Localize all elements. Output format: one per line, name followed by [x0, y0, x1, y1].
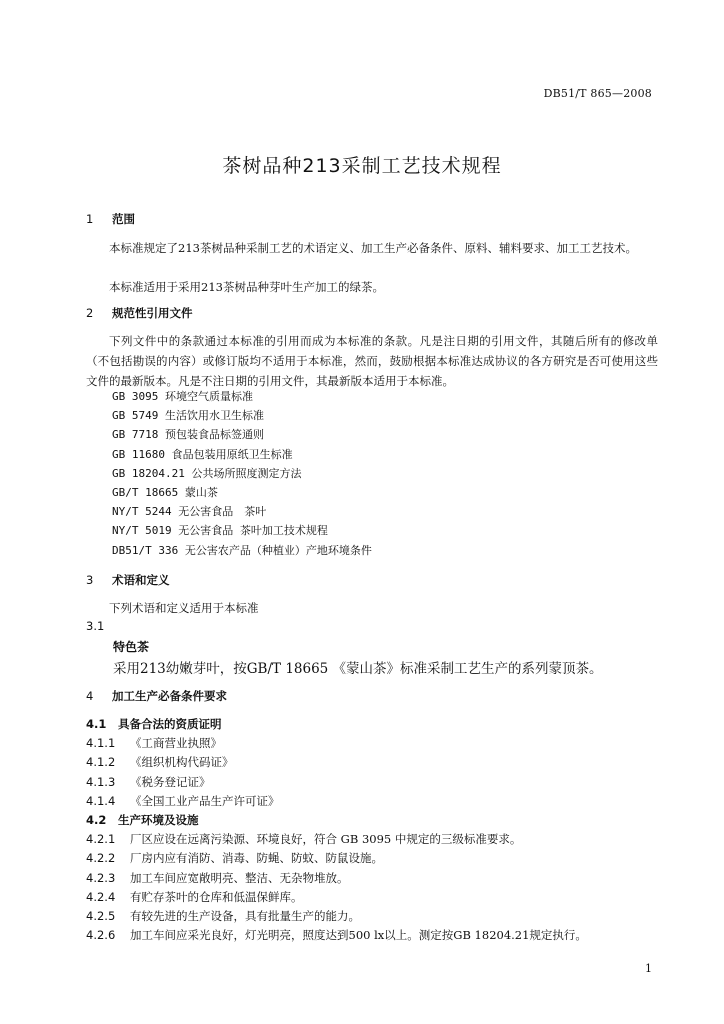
clause-text: 《全国工业产品生产许可证》: [130, 793, 280, 808]
clause-item: [86, 849, 587, 868]
section-1-heading: [86, 211, 135, 227]
section-number: 3: [86, 573, 94, 587]
section-3-heading: [86, 572, 170, 588]
clause-text: 有较先进的生产设备，具有批量生产的能力。: [130, 909, 360, 924]
reference-item: GB 7718 预包装食品标签通则: [112, 428, 264, 442]
clause-item: [86, 753, 587, 772]
reference-item: GB 18204.21 公共场所照度测定方法: [112, 466, 302, 480]
clause-number: 4.2.4: [86, 889, 116, 904]
section-2-heading: [86, 305, 193, 321]
clause-item: [86, 830, 587, 849]
clause-number: 4.2: [86, 813, 107, 828]
reference-item: DB51/T 336 无公害农产品（种植业）产地环境条件: [112, 543, 372, 557]
clause-text: 生产环境及设施: [118, 813, 199, 828]
clause-text: 《组织机构代码证》: [130, 755, 234, 770]
reference-list: [112, 387, 372, 560]
clause-item: [86, 907, 587, 926]
clause-text: 加工车间应采光良好，灯光明亮，照度达到500 lx以上。测定按GB 18204.21规定执行。: [130, 928, 587, 943]
clause-number: 4.2.1: [86, 832, 116, 847]
section-1-paragraph-2: 本标准适用于采用213茶树品种芽叶生产加工的绿茶。: [109, 280, 384, 294]
standard-number: DB51/T 865—2008: [543, 87, 652, 100]
clause-heading: [86, 715, 587, 734]
clause-number: 4.1.2: [86, 755, 116, 770]
clause-item: [86, 792, 587, 811]
clause-number: 4.1: [86, 717, 107, 731]
clause-item: [86, 926, 587, 945]
clause-text: 《税务登记证》: [130, 774, 211, 789]
term-definition: 采用213幼嫩芽叶，按GB/T 18665 《蒙山茶》标准采制工艺生产的系列蒙顶茶。: [113, 661, 603, 677]
clause-text: 具备合法的资质证明: [118, 717, 222, 731]
section-3-intro: 下列术语和定义适用于本标准: [109, 601, 259, 615]
clause-list: [86, 715, 587, 945]
clause-heading: [86, 811, 587, 830]
section-title: 术语和定义: [112, 573, 170, 587]
clause-item: [86, 773, 587, 792]
clause-item: [86, 869, 587, 888]
reference-item: GB/T 18665 蒙山茶: [112, 486, 218, 500]
clause-text: 加工车间应宽敞明亮、整洁、无杂物堆放。: [130, 870, 349, 885]
clause-number: 4.1.3: [86, 774, 116, 789]
term-number: 3.1: [86, 619, 105, 633]
clause-text: 厂房内应有消防、消毒、防蝇、防蚊、防鼠设施。: [130, 851, 383, 866]
reference-item: NY/T 5244 无公害食品 茶叶: [112, 505, 267, 519]
section-number: 1: [86, 212, 94, 226]
clause-number: 4.2.6: [86, 928, 116, 943]
clause-text: 《工商营业执照》: [130, 736, 222, 751]
section-2-intro: 下列文件中的条款通过本标准的引用而成为本标准的条款。凡是注日期的引用文件，其随后所有的修改单（不包括勘误的内容）或修订版均不适用于本标准，然而，鼓励根据本标准达成协议的各方研究是否可使用这些文件的最新版本。凡是不注日期的引用文件，其最新版本适用于本标准。: [86, 334, 658, 388]
reference-item: NY/T 5019 无公害食品 茶叶加工技术规程: [112, 524, 328, 538]
section-title: 加工生产必备条件要求: [112, 689, 227, 703]
term-name: 特色茶: [113, 640, 150, 654]
clause-item: [86, 888, 587, 907]
reference-item: GB 3095 环境空气质量标准: [112, 390, 253, 403]
reference-item: GB 5749 生活饮用水卫生标准: [112, 409, 264, 423]
clause-text: 厂区应设在远离污染源、环境良好，符合 GB 3095 中规定的三级标准要求。: [130, 832, 522, 847]
clause-item: [86, 734, 587, 753]
reference-item: GB 11680 食品包装用原纸卫生标准: [112, 447, 293, 461]
clause-number: 4.1.1: [86, 736, 116, 751]
clause-number: 4.2.2: [86, 851, 116, 866]
page-number: 1: [645, 962, 652, 975]
section-1-paragraph-1: 本标准规定了213茶树品种采制工艺的术语定义、加工生产必备条件、原料、辅料要求、加工工艺技术。: [109, 241, 637, 255]
section-4-heading: [86, 688, 227, 704]
clause-number: 4.2.3: [86, 870, 116, 885]
section-title: 范围: [112, 212, 135, 226]
clause-number: 4.2.5: [86, 909, 116, 924]
clause-number: 4.1.4: [86, 793, 116, 808]
section-number: 2: [86, 306, 94, 320]
document-title: 茶树品种213采制工艺技术规程: [222, 155, 502, 177]
section-title: 规范性引用文件: [112, 306, 193, 320]
section-number: 4: [86, 689, 94, 703]
clause-text: 有贮存茶叶的仓库和低温保鲜库。: [130, 889, 303, 904]
